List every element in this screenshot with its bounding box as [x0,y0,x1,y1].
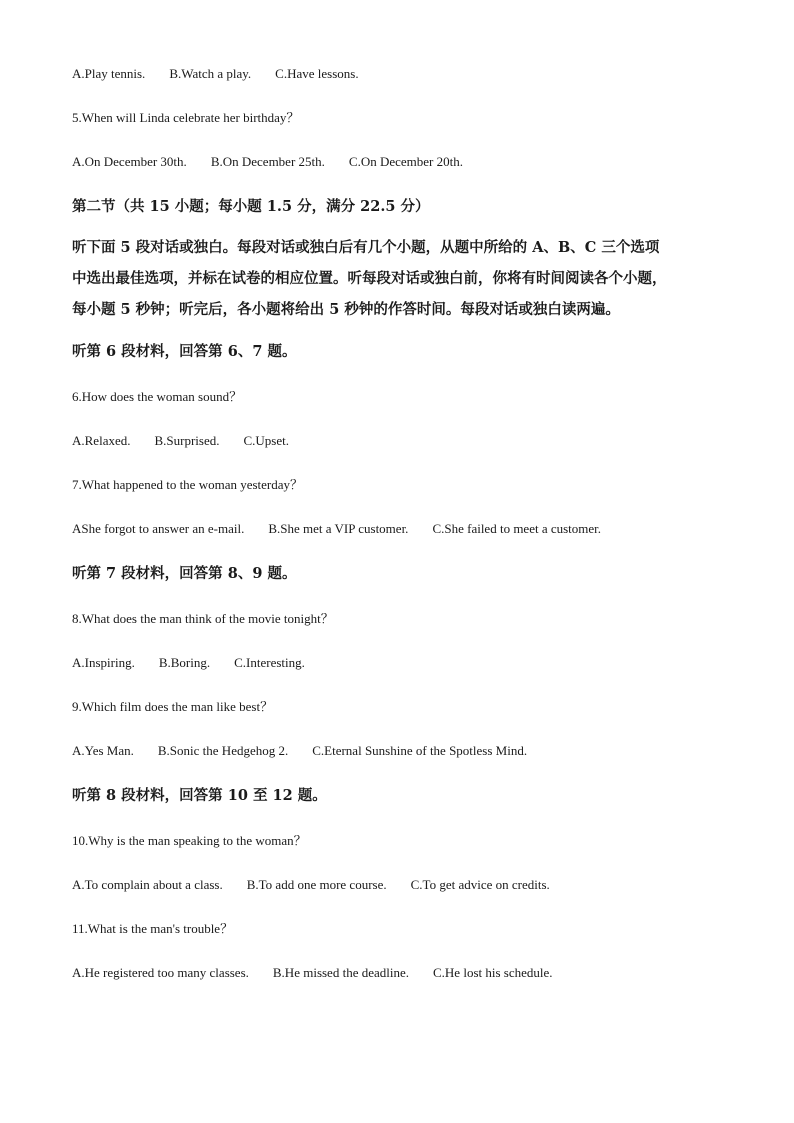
q7-option-a: AShe forgot to answer an e-mail. [72,521,245,536]
q4-option-c: C.Have lessons. [275,66,359,81]
q10-stem: 10.Why is the man speaking to the woman？ [72,833,307,848]
q6-options [72,431,742,451]
q6-option-a: A.Relaxed. [72,433,131,448]
q11-option-a: A.He registered too many classes. [72,965,249,980]
q10-option-a: A.To complain about a class. [72,877,223,892]
q9-option-c: C.Eternal Sunshine of the Spotless Mind. [312,743,528,758]
q10-option-c: C.To get advice on credits. [410,877,550,892]
q11-option-b: B.He missed the deadline. [272,965,409,980]
q5-option-a: A.On December 30th. [72,154,187,169]
q9-stem: 9.Which film does the man like best？ [72,699,274,714]
q6-stem: 6.How does the woman sound？ [72,389,243,404]
q8-options [72,653,742,673]
instruction-line-1: 听下面 5 段对话或独白。每段对话或独白后有几个小题，从题中所给的 A、B、C 三个选项 [72,239,660,256]
q4-option-b: B.Watch a play. [169,66,252,81]
q7-option-b: B.She met a VIP customer. [268,521,409,536]
instruction-line-3: 每小题 5 秒钟；听完后，各小题将给出 5 秒钟的作答时间。每段对话或独白读两遍。 [72,301,620,318]
q11-options [72,963,742,983]
q9-option-b: B.Sonic the Hedgehog 2. [157,743,289,758]
q4-option-a: A.Play tennis. [72,66,146,81]
material6-heading: 听第 6 段材料，回答第 6、7 题。 [72,343,297,360]
q10-options [72,875,742,895]
q5-option-c: C.On December 20th. [348,154,463,169]
q8-stem: 8.What does the man think of the movie tonight？ [72,611,334,626]
q7-stem: 7.What happened to the woman yesterday？ [72,477,304,492]
q7-option-c: C.She failed to meet a customer. [432,521,602,536]
q9-option-a: A.Yes Man. [72,743,134,758]
q11-stem: 11.What is the man's trouble？ [72,921,234,936]
q6-option-c: C.Upset. [243,433,289,448]
q8-option-c: C.Interesting. [234,655,305,670]
q5-option-b: B.On December 25th. [210,154,325,169]
q8-option-a: A.Inspiring. [72,655,135,670]
q11-option-c: C.He lost his schedule. [433,965,553,980]
q8-option-b: B.Boring. [158,655,211,670]
q7-options [72,519,742,539]
exam-page [72,64,742,983]
q10-option-b: B.To add one more course. [246,877,387,892]
section2-title: 第二节（共 15 小题；每小题 1.5 分，满分 22.5 分） [72,198,430,215]
material7-heading: 听第 7 段材料，回答第 8、9 题。 [72,565,297,582]
q6-option-b: B.Surprised. [154,433,220,448]
material8-heading: 听第 8 段材料，回答第 10 至 12 题。 [72,787,327,804]
section2-instructions [72,232,742,325]
q5-stem: 5.When will Linda celebrate her birthday？ [72,110,300,125]
q5-options [72,152,742,172]
instruction-line-2: 中选出最佳选项，并标在试卷的相应位置。听每段对话或独白前，你将有时间阅读各个小题， [72,270,667,287]
q9-options [72,741,742,761]
q4-options [72,64,742,84]
